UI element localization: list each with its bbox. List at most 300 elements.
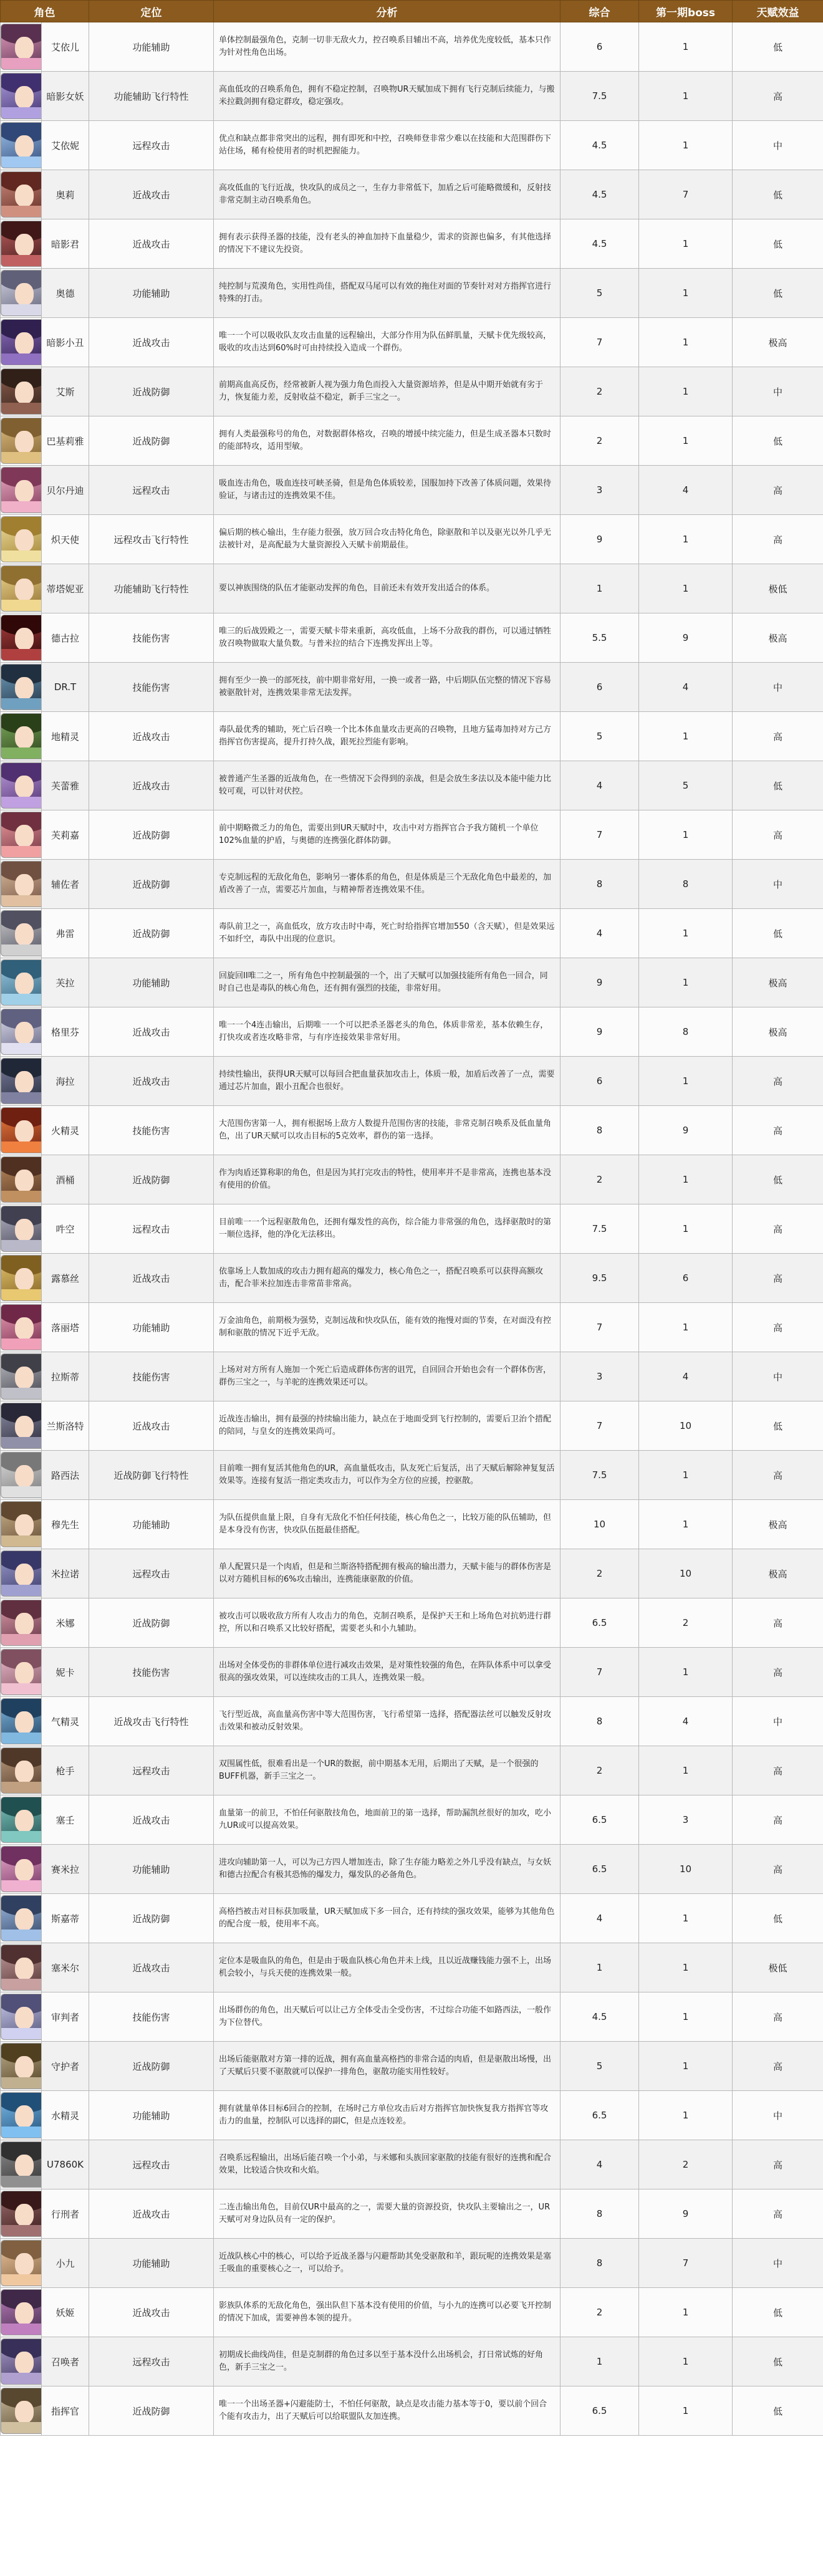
boss-score: 3 bbox=[639, 1795, 733, 1845]
character-portrait bbox=[1, 1403, 42, 1449]
portrait-cell bbox=[1, 219, 42, 269]
character-name: 妖姬 bbox=[42, 2288, 89, 2337]
character-portrait bbox=[1, 2191, 42, 2237]
portrait-face bbox=[15, 135, 34, 158]
character-analysis: 前中期略微乏力的角色，需要出到UR天赋时中，攻击中对方指挥官合予我方随机一个单位102%血量的护盾，与奥德的连携强化群体防御。 bbox=[214, 810, 561, 860]
portrait-outfit bbox=[1, 846, 42, 857]
header-character: 角色 bbox=[1, 1, 89, 22]
character-role: 功能辅助 bbox=[89, 1303, 214, 1352]
character-role: 远程攻击 bbox=[89, 1204, 214, 1254]
character-portrait bbox=[1, 2289, 42, 2335]
character-analysis: 二连击输出角色，目前仅UR中最高的之一，需要大量的资源投资，快攻队主要输出之一，UR天赋可对身边队员有一定的保护。 bbox=[214, 2189, 561, 2239]
character-name: 弗雷 bbox=[42, 909, 89, 958]
talent-benefit: 高 bbox=[733, 1746, 823, 1795]
boss-score: 1 bbox=[639, 1648, 733, 1697]
portrait-cell bbox=[1, 2140, 42, 2189]
header-row bbox=[1, 1, 823, 22]
talent-benefit: 中 bbox=[733, 860, 823, 909]
character-portrait bbox=[1, 1501, 42, 1547]
portrait-face bbox=[15, 2204, 34, 2226]
talent-benefit: 低 bbox=[733, 22, 823, 72]
talent-benefit: 低 bbox=[733, 2337, 823, 2386]
overall-score: 1 bbox=[561, 1943, 639, 1992]
character-analysis: 拥有至少一换一的部死技，前中期非常好用，一换一或者一路，中后期队伍完整的情况下容易被驱散针对，连携效果非常无法发挥。 bbox=[214, 663, 561, 712]
boss-score: 1 bbox=[639, 712, 733, 761]
character-portrait bbox=[1, 959, 42, 1006]
character-name: 小九 bbox=[42, 2239, 89, 2288]
portrait-outfit bbox=[1, 1191, 42, 1202]
overall-score: 7.5 bbox=[561, 1204, 639, 1254]
portrait-face bbox=[15, 1810, 34, 1832]
overall-score: 6.5 bbox=[561, 1845, 639, 1894]
table-row bbox=[1, 170, 823, 219]
portrait-outfit bbox=[1, 1092, 42, 1103]
character-name: 巴基莉雅 bbox=[42, 416, 89, 466]
boss-score: 1 bbox=[639, 1303, 733, 1352]
portrait-outfit bbox=[1, 2028, 42, 2039]
character-name: 水精灵 bbox=[42, 2091, 89, 2140]
character-name: 审判者 bbox=[42, 1992, 89, 2042]
character-role: 近战防御 bbox=[89, 1598, 214, 1648]
table-row bbox=[1, 2337, 823, 2386]
character-role: 近战防御 bbox=[89, 2386, 214, 2436]
table-row bbox=[1, 2042, 823, 2091]
portrait-face bbox=[15, 2401, 34, 2423]
talent-benefit: 极高 bbox=[733, 318, 823, 367]
character-name: 火精灵 bbox=[42, 1106, 89, 1155]
overall-score: 8 bbox=[561, 1697, 639, 1746]
portrait-cell bbox=[1, 1992, 42, 2042]
character-analysis: 万金油角色，前期极为强势，克制远战和快攻队伍，能有效的拖慢对面的节奏，在对面没有控制和驱散的情况下近乎无敌。 bbox=[214, 1303, 561, 1352]
portrait-outfit bbox=[1, 600, 42, 611]
table-row bbox=[1, 1549, 823, 1598]
portrait-outfit bbox=[1, 2225, 42, 2236]
table-row bbox=[1, 860, 823, 909]
character-name: 酒桶 bbox=[42, 1155, 89, 1204]
talent-benefit: 低 bbox=[733, 1155, 823, 1204]
overall-score: 10 bbox=[561, 1500, 639, 1549]
portrait-cell bbox=[1, 1007, 42, 1057]
character-role: 近战攻击 bbox=[89, 1057, 214, 1106]
character-portrait bbox=[1, 24, 42, 70]
talent-benefit: 高 bbox=[733, 1451, 823, 1500]
portrait-face bbox=[15, 628, 34, 650]
overall-score: 8 bbox=[561, 2239, 639, 2288]
character-role: 技能伤害 bbox=[89, 663, 214, 712]
portrait-outfit bbox=[1, 58, 42, 69]
table-row bbox=[1, 564, 823, 613]
character-role: 近战防御 bbox=[89, 367, 214, 416]
table-row bbox=[1, 416, 823, 466]
portrait-outfit bbox=[1, 698, 42, 709]
portrait-cell bbox=[1, 2239, 42, 2288]
portrait-cell bbox=[1, 1057, 42, 1106]
table-row bbox=[1, 663, 823, 712]
overall-score: 6 bbox=[561, 22, 639, 72]
portrait-outfit bbox=[1, 1831, 42, 1842]
character-portrait bbox=[1, 910, 42, 956]
portrait-outfit bbox=[1, 2127, 42, 2138]
talent-benefit: 低 bbox=[733, 761, 823, 810]
overall-score: 3 bbox=[561, 466, 639, 515]
portrait-cell bbox=[1, 2288, 42, 2337]
portrait-outfit bbox=[1, 304, 42, 315]
character-analysis: 目前唯一拥有复活其他角色的UR，高血量低攻击，队友死亡后复活，出了天赋后解除神复复活效果等。连接有复活一指定类攻击力，可以作为全方位的应援，控驱散。 bbox=[214, 1451, 561, 1500]
portrait-cell bbox=[1, 2042, 42, 2091]
talent-benefit: 高 bbox=[733, 1845, 823, 1894]
portrait-face bbox=[15, 923, 34, 946]
table-row bbox=[1, 1648, 823, 1697]
character-role: 远程攻击 bbox=[89, 1549, 214, 1598]
portrait-face bbox=[15, 1958, 34, 1980]
overall-score: 4.5 bbox=[561, 1992, 639, 2042]
character-name: 塞米尔 bbox=[42, 1943, 89, 1992]
character-role: 近战攻击 bbox=[89, 1007, 214, 1057]
portrait-face bbox=[15, 1317, 34, 1340]
table-row bbox=[1, 1451, 823, 1500]
character-analysis: 出场对全体受伤的非群体单位进行减攻击效果，是对策性较强的角色，在阵队体系中可以拿受很高的强攻效果，可以连续攻击的工具人，连携效果一般。 bbox=[214, 1648, 561, 1697]
table-row bbox=[1, 1401, 823, 1451]
table-row bbox=[1, 1204, 823, 1254]
overall-score: 1 bbox=[561, 564, 639, 613]
talent-benefit: 极高 bbox=[733, 1549, 823, 1598]
character-analysis: 飞行型近战，高血量高伤害中等大范围伤害，飞行希望第一选择，搭配器法丝可以触发反射攻击效果和被动反射效果。 bbox=[214, 1697, 561, 1746]
boss-score: 9 bbox=[639, 1106, 733, 1155]
character-role: 远程攻击飞行特性 bbox=[89, 515, 214, 564]
character-portrait bbox=[1, 713, 42, 759]
overall-score: 7 bbox=[561, 318, 639, 367]
boss-score: 1 bbox=[639, 2091, 733, 2140]
character-role: 近战防御 bbox=[89, 810, 214, 860]
character-portrait bbox=[1, 2388, 42, 2434]
character-name: 斯嘉蒂 bbox=[42, 1894, 89, 1943]
portrait-face bbox=[15, 332, 34, 355]
character-name: 指挥官 bbox=[42, 2386, 89, 2436]
table-row bbox=[1, 2239, 823, 2288]
portrait-outfit bbox=[1, 1930, 42, 1941]
boss-score: 1 bbox=[639, 810, 733, 860]
overall-score: 2 bbox=[561, 1746, 639, 1795]
character-analysis: 依靠场上人数加成的攻击力拥有超高的爆发力，核心角色之一，搭配召唤系可以获得高额攻击，配合菲米拉加连击非常苗非常高。 bbox=[214, 1254, 561, 1303]
header-analysis: 分析 bbox=[214, 1, 561, 22]
character-role: 近战攻击 bbox=[89, 170, 214, 219]
portrait-face bbox=[15, 1662, 34, 1684]
table-row bbox=[1, 1894, 823, 1943]
boss-score: 1 bbox=[639, 318, 733, 367]
character-analysis: 唯一一个出场圣器+闪避能防士，不怕任何驱散，缺点是攻击能力基本等于0，要以前个回合个能有攻击力，出了天赋后可以给联盟队友加连携。 bbox=[214, 2386, 561, 2436]
portrait-cell bbox=[1, 1254, 42, 1303]
portrait-outfit bbox=[1, 452, 42, 463]
portrait-outfit bbox=[1, 797, 42, 808]
portrait-outfit bbox=[1, 649, 42, 660]
portrait-face bbox=[15, 2253, 34, 2276]
portrait-cell bbox=[1, 909, 42, 958]
table-row bbox=[1, 1254, 823, 1303]
overall-score: 4 bbox=[561, 761, 639, 810]
character-role: 近战防御 bbox=[89, 1894, 214, 1943]
table-row bbox=[1, 1303, 823, 1352]
portrait-outfit bbox=[1, 1338, 42, 1350]
table-row bbox=[1, 466, 823, 515]
talent-benefit: 低 bbox=[733, 909, 823, 958]
overall-score: 6.5 bbox=[561, 2091, 639, 2140]
character-portrait bbox=[1, 418, 42, 464]
character-portrait bbox=[1, 1107, 42, 1153]
character-role: 近战攻击 bbox=[89, 219, 214, 269]
portrait-outfit bbox=[1, 1782, 42, 1793]
overall-score: 9 bbox=[561, 958, 639, 1007]
overall-score: 8 bbox=[561, 860, 639, 909]
talent-benefit: 中 bbox=[733, 1697, 823, 1746]
character-role: 功能辅助 bbox=[89, 1500, 214, 1549]
table-row bbox=[1, 2288, 823, 2337]
character-name: 落丽塔 bbox=[42, 1303, 89, 1352]
talent-benefit: 高 bbox=[733, 810, 823, 860]
portrait-cell bbox=[1, 564, 42, 613]
talent-benefit: 高 bbox=[733, 1648, 823, 1697]
portrait-face bbox=[15, 86, 34, 108]
talent-benefit: 中 bbox=[733, 367, 823, 416]
portrait-face bbox=[15, 677, 34, 699]
character-analysis: 拥有表示获得圣器的技能，没有老头的神血加持下血量稳少，需求的资源也偏多，有其他选择的情况下不建议先投资。 bbox=[214, 219, 561, 269]
character-name: 赛米拉 bbox=[42, 1845, 89, 1894]
character-portrait bbox=[1, 270, 42, 316]
portrait-outfit bbox=[1, 2422, 42, 2433]
character-analysis: 影族队体系的无敌化角色，强出队但下基本没有使用的价值，与小九的连携可以必要飞开控制的情况下加成，需要神兽本领的提升。 bbox=[214, 2288, 561, 2337]
boss-score: 1 bbox=[639, 515, 733, 564]
character-name: 气精灵 bbox=[42, 1697, 89, 1746]
portrait-outfit bbox=[1, 1683, 42, 1694]
character-role: 近战防御 bbox=[89, 2042, 214, 2091]
header-role: 定位 bbox=[89, 1, 214, 22]
portrait-cell bbox=[1, 712, 42, 761]
character-name: 格里芬 bbox=[42, 1007, 89, 1057]
portrait-outfit bbox=[1, 1437, 42, 1448]
talent-benefit: 高 bbox=[733, 466, 823, 515]
overall-score: 4.5 bbox=[561, 170, 639, 219]
portrait-outfit bbox=[1, 1486, 42, 1497]
portrait-outfit bbox=[1, 206, 42, 217]
character-name: 暗影小丑 bbox=[42, 318, 89, 367]
overall-score: 3 bbox=[561, 1352, 639, 1401]
table-row bbox=[1, 1500, 823, 1549]
portrait-face bbox=[15, 1268, 34, 1290]
character-role: 功能辅助飞行特性 bbox=[89, 72, 214, 121]
character-portrait bbox=[1, 1550, 42, 1597]
character-portrait bbox=[1, 2240, 42, 2286]
table-row bbox=[1, 1697, 823, 1746]
table-row bbox=[1, 1057, 823, 1106]
character-role: 功能辅助 bbox=[89, 2091, 214, 2140]
character-role: 功能辅助 bbox=[89, 958, 214, 1007]
boss-score: 6 bbox=[639, 1254, 733, 1303]
character-portrait bbox=[1, 2141, 42, 2188]
portrait-face bbox=[15, 1367, 34, 1389]
character-portrait bbox=[1, 1994, 42, 2040]
character-name: 蒂塔妮亚 bbox=[42, 564, 89, 613]
character-portrait bbox=[1, 171, 42, 218]
portrait-cell bbox=[1, 613, 42, 663]
character-portrait bbox=[1, 1058, 42, 1104]
talent-benefit: 高 bbox=[733, 1795, 823, 1845]
character-role: 远程攻击 bbox=[89, 121, 214, 170]
talent-benefit: 高 bbox=[733, 2042, 823, 2091]
character-name: 穆先生 bbox=[42, 1500, 89, 1549]
portrait-cell bbox=[1, 269, 42, 318]
character-analysis: 持续性输出，获得UR天赋可以每回合把血量获加攻击上，体质一般，加盾后改善了一点，需要通过芯片加血，跟小丑配合也很好。 bbox=[214, 1057, 561, 1106]
character-role: 近战攻击 bbox=[89, 318, 214, 367]
table-row bbox=[1, 121, 823, 170]
table-row bbox=[1, 1155, 823, 1204]
character-analysis: 毒队最优秀的辅助，死亡后召唤一个比本体血量攻击更高的召唤物，且地方猛毒加持对方己方指挥官伤害提高，提升打持久战，跟死拉烈能有影响。 bbox=[214, 712, 561, 761]
overall-score: 5 bbox=[561, 2042, 639, 2091]
character-name: 露慕丝 bbox=[42, 1254, 89, 1303]
portrait-cell bbox=[1, 416, 42, 466]
overall-score: 6 bbox=[561, 663, 639, 712]
portrait-cell bbox=[1, 2386, 42, 2436]
portrait-cell bbox=[1, 958, 42, 1007]
character-analysis: 唯一一个可以吸收队友攻击血量的远程输出，大部分作用为队伍鲜肌量，天赋卡优先级较高，吸收的攻击达到60%时可由持续投入造成一个群伤。 bbox=[214, 318, 561, 367]
portrait-cell bbox=[1, 466, 42, 515]
table-row bbox=[1, 1845, 823, 1894]
boss-score: 1 bbox=[639, 121, 733, 170]
character-role: 近战攻击飞行特性 bbox=[89, 1697, 214, 1746]
overall-score: 4 bbox=[561, 2140, 639, 2189]
boss-score: 1 bbox=[639, 1992, 733, 2042]
character-name: 艾依妮 bbox=[42, 121, 89, 170]
portrait-cell bbox=[1, 1795, 42, 1845]
table-row bbox=[1, 1992, 823, 2042]
overall-score: 6.5 bbox=[561, 1598, 639, 1648]
character-role: 近战攻击 bbox=[89, 2288, 214, 2337]
table-row bbox=[1, 2189, 823, 2239]
character-portrait bbox=[1, 1156, 42, 1203]
talent-benefit: 极高 bbox=[733, 1500, 823, 1549]
portrait-face bbox=[15, 1859, 34, 1882]
talent-benefit: 极低 bbox=[733, 1943, 823, 1992]
boss-score: 1 bbox=[639, 1500, 733, 1549]
portrait-face bbox=[15, 2155, 34, 2177]
portrait-cell bbox=[1, 1500, 42, 1549]
character-analysis: 拥有就量单体目标6回合的控制，在场时己方单位攻击后对方指挥官加快恢复我方指挥官等攻击力的血量，控制队可以选择的副C，但是点连较差。 bbox=[214, 2091, 561, 2140]
character-analysis: 唯一一个4连击输出，后期唯一一个可以把杀圣器老头的角色，体质非常差，基本依赖生存，打快攻或者连攻略非常，与有序连接效果非常好用。 bbox=[214, 1007, 561, 1057]
table-row bbox=[1, 613, 823, 663]
character-portrait bbox=[1, 1206, 42, 1252]
character-role: 近战攻击 bbox=[89, 1254, 214, 1303]
talent-benefit: 高 bbox=[733, 1992, 823, 2042]
character-analysis: 高攻低血的飞行近战，快攻队的成员之一，生存力非常低下，加盾之后可能略微缓和，反射技非常克制主动召唤系角色。 bbox=[214, 170, 561, 219]
boss-score: 1 bbox=[639, 1943, 733, 1992]
boss-score: 7 bbox=[639, 2239, 733, 2288]
character-role: 近战防御 bbox=[89, 909, 214, 958]
overall-score: 5 bbox=[561, 712, 639, 761]
character-name: 枪手 bbox=[42, 1746, 89, 1795]
portrait-outfit bbox=[1, 895, 42, 906]
character-role: 功能辅助 bbox=[89, 22, 214, 72]
character-role: 近战攻击 bbox=[89, 1795, 214, 1845]
portrait-face bbox=[15, 1170, 34, 1192]
boss-score: 1 bbox=[639, 1894, 733, 1943]
portrait-cell bbox=[1, 1845, 42, 1894]
portrait-outfit bbox=[1, 1733, 42, 1744]
character-portrait bbox=[1, 1255, 42, 1301]
portrait-outfit bbox=[1, 255, 42, 266]
boss-score: 9 bbox=[639, 2189, 733, 2239]
boss-score: 1 bbox=[639, 367, 733, 416]
boss-score: 1 bbox=[639, 2042, 733, 2091]
character-name: 地精灵 bbox=[42, 712, 89, 761]
overall-score: 9.5 bbox=[561, 1254, 639, 1303]
character-name: 行刑者 bbox=[42, 2189, 89, 2239]
boss-score: 1 bbox=[639, 219, 733, 269]
character-analysis: 上场对对方所有人施加一个死亡后造成群体伤害的诅咒，自回回合开始也会有一个群体伤害，群伤三宝之一，与羊驼的连携效果还可以。 bbox=[214, 1352, 561, 1401]
character-name: 艾依儿 bbox=[42, 22, 89, 72]
portrait-face bbox=[15, 1711, 34, 1734]
character-name: 辅佐者 bbox=[42, 860, 89, 909]
character-role: 远程攻击 bbox=[89, 1746, 214, 1795]
character-analysis: 作为肉盾还算称职的角色，但是因为其打完攻击的特性，使用率并不是非常高，连携也基本没有使用的价值。 bbox=[214, 1155, 561, 1204]
portrait-face bbox=[15, 874, 34, 896]
character-role: 近战攻击 bbox=[89, 1401, 214, 1451]
talent-benefit: 低 bbox=[733, 219, 823, 269]
character-analysis: 召唤系远程输出，出场后能召唤一个小弟，与米娜和头族回家驱散的技能有很好的连携和配合效果，比较适合快攻和火焰。 bbox=[214, 2140, 561, 2189]
character-analysis: 近战连击输出，拥有最强的持续输出能力，缺点在于地面受到飞行控制的，需要后卫治个措配的陪同，与皇女的连携效果尚可。 bbox=[214, 1401, 561, 1451]
overall-score: 2 bbox=[561, 2288, 639, 2337]
portrait-outfit bbox=[1, 501, 42, 512]
character-name: 守护者 bbox=[42, 2042, 89, 2091]
boss-score: 1 bbox=[639, 2288, 733, 2337]
portrait-cell bbox=[1, 1943, 42, 1992]
table-row bbox=[1, 219, 823, 269]
portrait-cell bbox=[1, 2091, 42, 2140]
character-name: 暗影女妖 bbox=[42, 72, 89, 121]
portrait-cell bbox=[1, 1746, 42, 1795]
talent-benefit: 高 bbox=[733, 2140, 823, 2189]
overall-score: 9 bbox=[561, 515, 639, 564]
portrait-cell bbox=[1, 367, 42, 416]
portrait-face bbox=[15, 283, 34, 305]
character-analysis: 目前唯一一个远程驱散角色，还拥有爆发性的高伤，综合能力非常强的角色，选择驱散时的第一顺位选择，他的净化无法移出。 bbox=[214, 1204, 561, 1254]
talent-benefit: 中 bbox=[733, 1352, 823, 1401]
talent-benefit: 高 bbox=[733, 1106, 823, 1155]
talent-benefit: 极低 bbox=[733, 564, 823, 613]
character-portrait bbox=[1, 122, 42, 168]
portrait-face bbox=[15, 1564, 34, 1586]
portrait-face bbox=[15, 2352, 34, 2374]
overall-score: 4.5 bbox=[561, 219, 639, 269]
portrait-face bbox=[15, 480, 34, 502]
character-portrait bbox=[1, 1600, 42, 1646]
portrait-outfit bbox=[1, 107, 42, 118]
boss-score: 8 bbox=[639, 1007, 733, 1057]
portrait-cell bbox=[1, 170, 42, 219]
overall-score: 7.5 bbox=[561, 72, 639, 121]
portrait-cell bbox=[1, 1697, 42, 1746]
overall-score: 6.5 bbox=[561, 2386, 639, 2436]
boss-score: 1 bbox=[639, 958, 733, 1007]
boss-score: 5 bbox=[639, 761, 733, 810]
portrait-outfit bbox=[1, 994, 42, 1005]
character-analysis: 拥有人类最强称号的角色，对数据群体格攻，召唤的增援中续完能力，但是生成圣器本只数时的能部特攻，适用型敏。 bbox=[214, 416, 561, 466]
table-row bbox=[1, 269, 823, 318]
character-analysis: 血量第一的前卫，不怕任何驱散技角色，地面前卫的第一选择，帮助漏凯丝很好的加攻，吃小九UR或可以提高效果。 bbox=[214, 1795, 561, 1845]
character-analysis: 毒队前卫之一，高血低攻，放方攻击时中毒，死亡时给指挥官增加550（含天赋），但是效果远不如纤空，毒队中出现的位意识。 bbox=[214, 909, 561, 958]
character-portrait bbox=[1, 1944, 42, 1991]
table-row bbox=[1, 2140, 823, 2189]
boss-score: 2 bbox=[639, 1598, 733, 1648]
character-name: 米娜 bbox=[42, 1598, 89, 1648]
talent-benefit: 高 bbox=[733, 72, 823, 121]
